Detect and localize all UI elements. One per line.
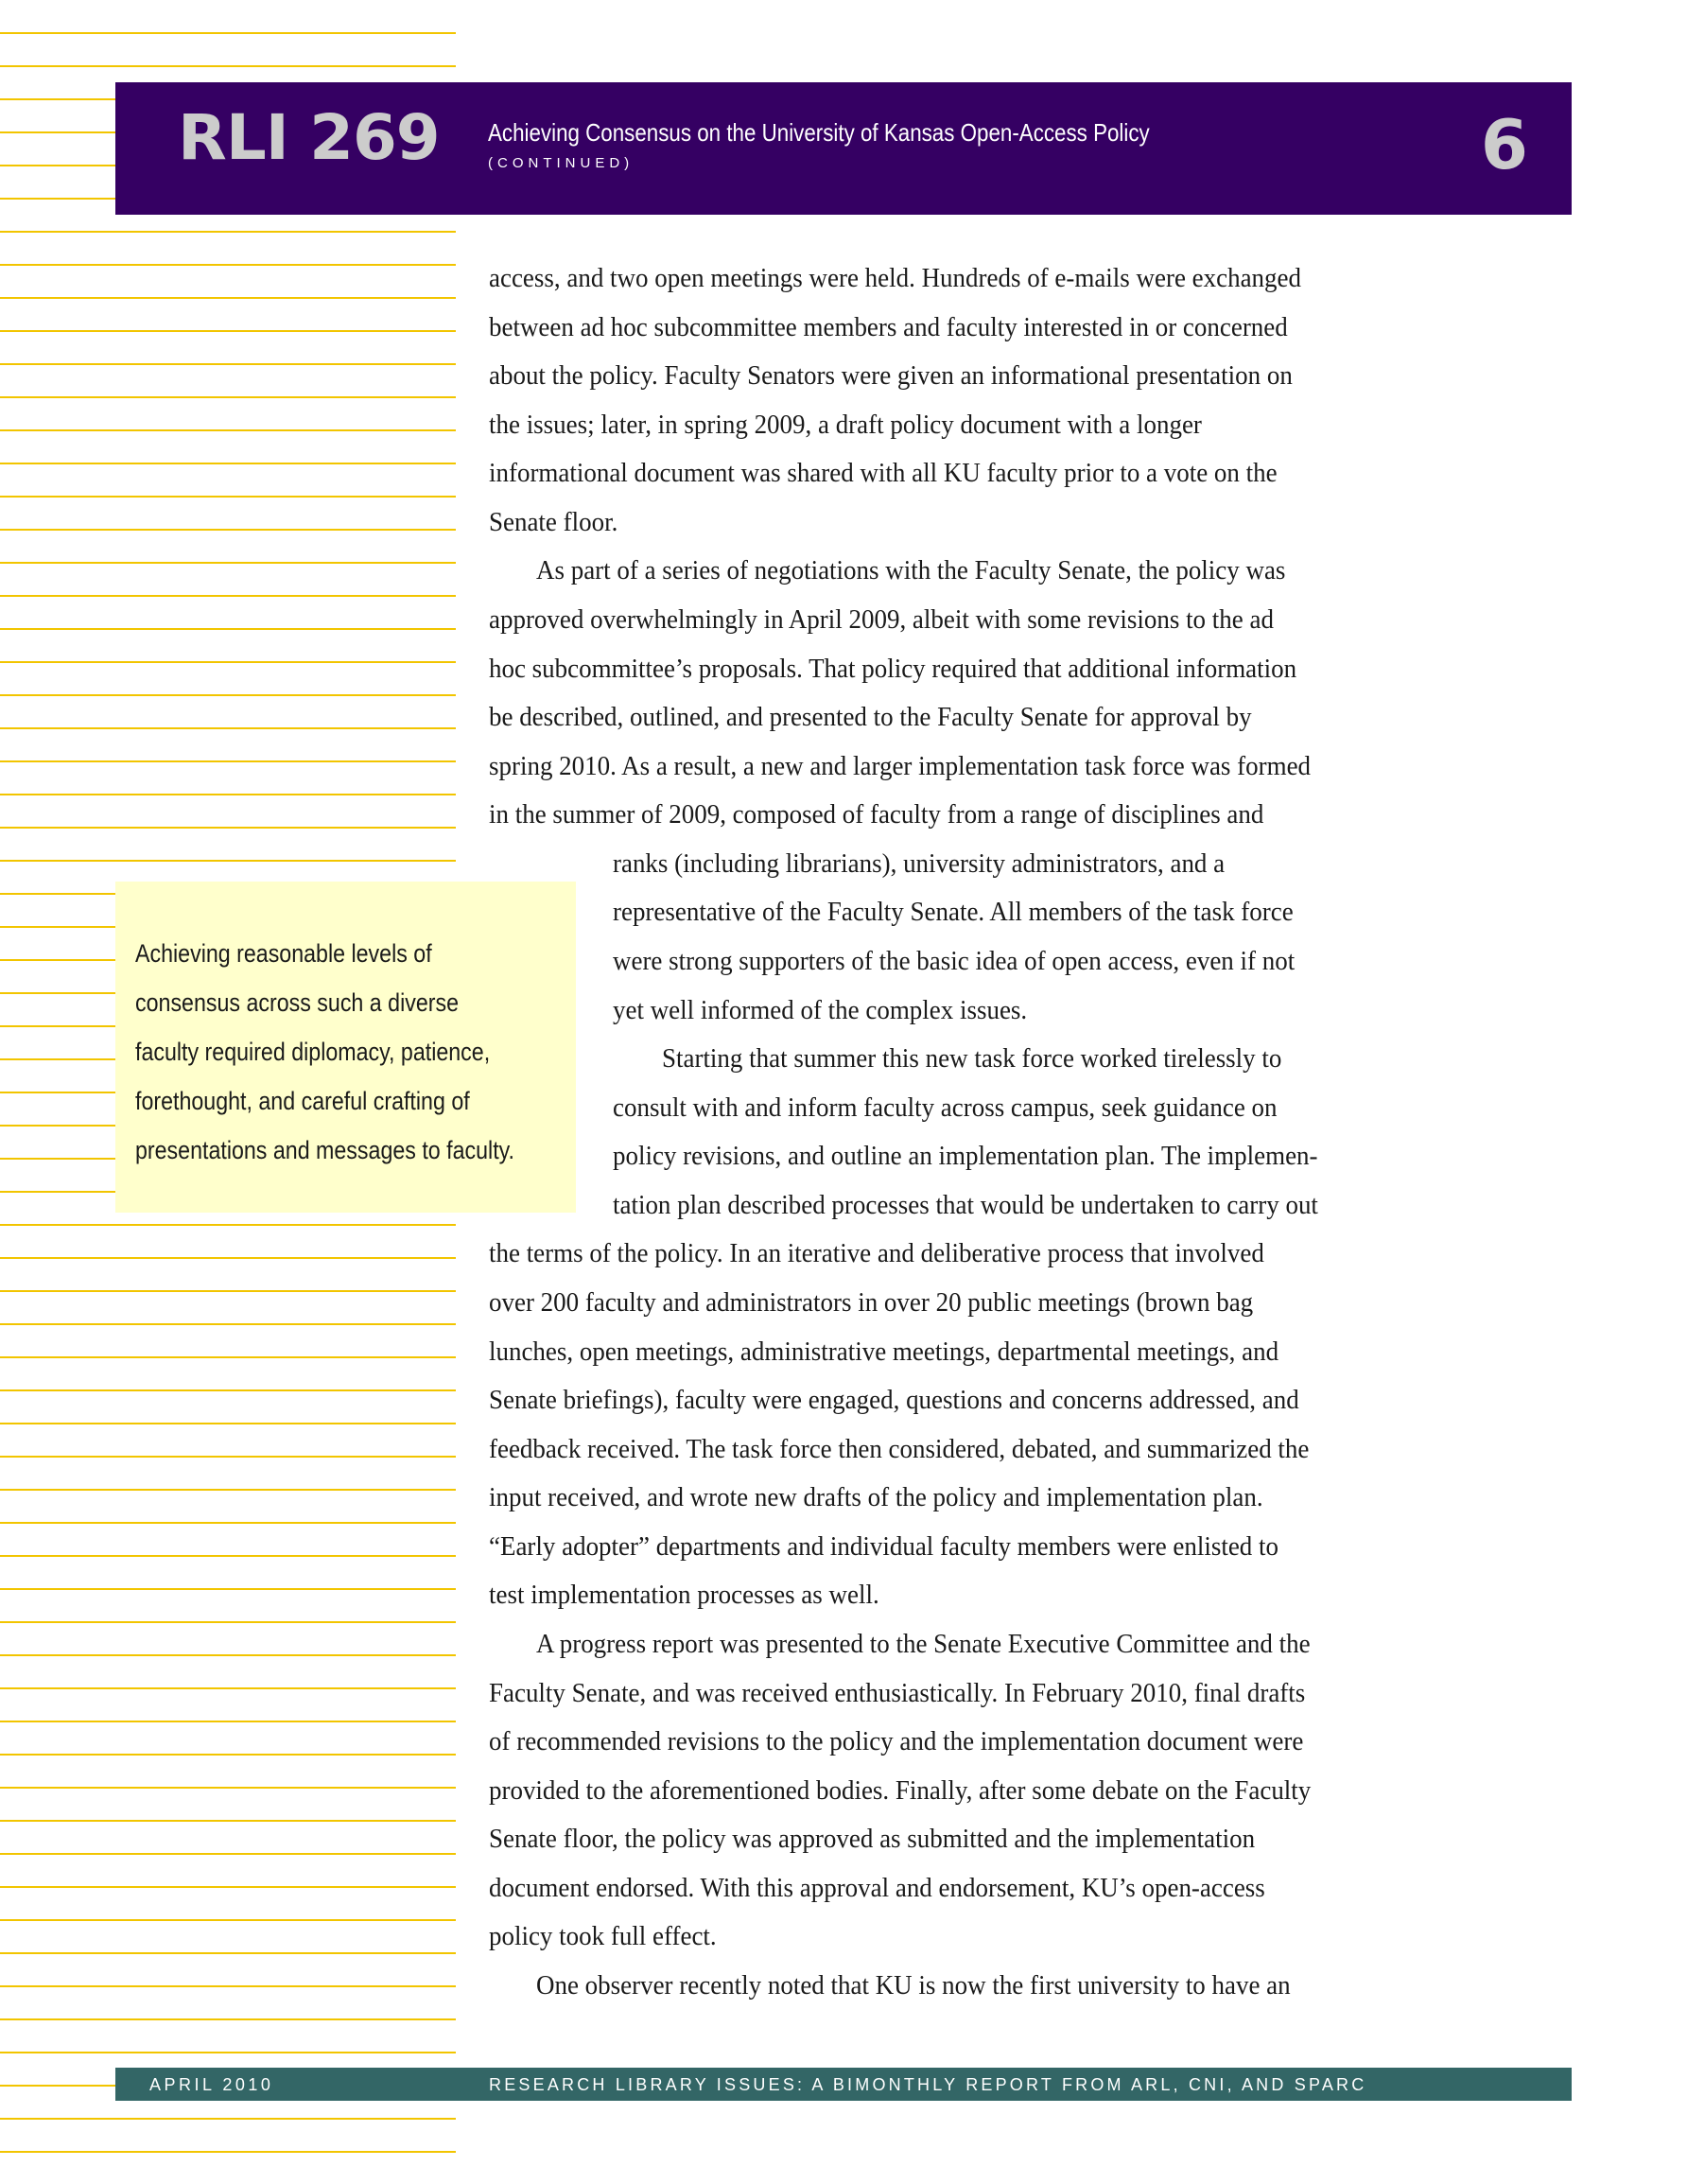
pull-quote-line: consensus across such a diverse — [135, 988, 460, 1017]
body-text-line: in the summer of 2009, composed of faculty from a range of disciplines and — [489, 799, 1264, 830]
pull-quote-line: Achieving reasonable levels of — [135, 939, 432, 968]
body-text-line: of recommended revisions to the policy and the implementation document were — [489, 1726, 1304, 1757]
body-text-line: hoc subcommittee’s proposals. That policy required that additional information — [489, 653, 1297, 684]
body-text-line: One observer recently noted that KU is now the first university to have an — [536, 1969, 1291, 2001]
body-text-line: policy revisions, and outline an implementation plan. The implemen- — [613, 1141, 1318, 1172]
body-text-line: As part of a series of negotiations with the Faculty Senate, the policy was — [536, 555, 1286, 586]
pull-quote-line: forethought, and careful crafting of — [135, 1087, 470, 1115]
body-text-line: access, and two open meetings were held. Hundreds of e-mails were exchanged — [489, 263, 1301, 293]
body-text-line: over 200 faculty and administrators in over 20 public meetings (brown bag — [489, 1286, 1254, 1318]
body-text-line: yet well informed of the complex issues. — [613, 994, 1028, 1025]
body-text-line: policy took full effect. — [489, 1921, 717, 1952]
body-text-line: Faculty Senate, and was received enthusiastically. In February 2010, final drafts — [489, 1677, 1306, 1708]
body-text-line: provided to the aforementioned bodies. Finally, after some debate on the Faculty — [489, 1774, 1312, 1806]
body-text-line: the issues; later, in spring 2009, a draft policy document with a longer — [489, 409, 1202, 440]
issue-number: RLI 269 — [178, 101, 440, 174]
body-text-line: tation plan described processes that would be undertaken to carry out — [613, 1189, 1318, 1220]
pull-quote-line: faculty required diplomacy, patience, — [135, 1038, 491, 1066]
issue-date: APRIL 2010 — [149, 2075, 274, 2094]
body-text-line: lunches, open meetings, administrative meetings, departmental meetings, and — [489, 1336, 1279, 1367]
body-text-line: between ad hoc subcommittee members and faculty interested in or concerned — [489, 311, 1288, 342]
body-text-line: Senate floor, the policy was approved as submitted and the implementation — [489, 1824, 1256, 1855]
body-text-line: A progress report was presented to the Senate Executive Committee and the — [536, 1628, 1311, 1659]
article-title: Achieving Consensus on the University of Kansas Open-Access Policy — [488, 118, 1150, 147]
body-text-line: consult with and inform faculty across campus, seek guidance on — [613, 1092, 1278, 1123]
body-text-line: the terms of the policy. In an iterative and deliberative process that involved — [489, 1238, 1264, 1269]
body-text-line: spring 2010. As a result, a new and larger implementation task force was formed — [489, 750, 1312, 781]
body-text-line: test implementation processes as well. — [489, 1580, 879, 1611]
body-text-line: representative of the Faculty Senate. All members of the task force — [613, 897, 1294, 928]
pull-quote-line: presentations and messages to faculty. — [135, 1136, 514, 1164]
body-text-line: document endorsed. With this approval and endorsement, KU’s open-access — [489, 1872, 1265, 1903]
body-text-line: Starting that summer this new task force worked tirelessly to — [662, 1043, 1282, 1075]
body-text-line: ranks (including librarians), university administrators, and a — [613, 847, 1226, 879]
page-number: 6 — [1480, 105, 1528, 184]
body-text-line: approved overwhelmingly in April 2009, albeit with some revisions to the ad — [489, 603, 1274, 635]
body-text-line: input received, and wrote new drafts of the policy and implementation plan. — [489, 1482, 1263, 1513]
body-text-line: “Early adopter” departments and individual faculty members were enlisted to — [489, 1530, 1279, 1562]
page-footer — [115, 2068, 1572, 2101]
body-text-line: be described, outlined, and presented to the Faculty Senate for approval by — [489, 702, 1252, 733]
body-text-line: Senate briefings), faculty were engaged, questions and concerns addressed, and — [489, 1385, 1299, 1416]
body-text-line: Senate floor. — [489, 506, 618, 537]
body-text-line: informational document was shared with all KU faculty prior to a vote on the — [489, 458, 1278, 489]
body-text-line: about the policy. Faculty Senators were given an informational presentation on — [489, 360, 1293, 392]
publication-name: RESEARCH LIBRARY ISSUES: A BIMONTHLY REPORT FROM ARL, CNI, AND SPARC — [489, 2075, 1367, 2094]
body-text-line: feedback received. The task force then considered, debated, and summarized the — [489, 1433, 1310, 1464]
continued-label: (CONTINUED) — [488, 155, 635, 171]
body-text-line: were strong supporters of the basic idea of open access, even if not — [613, 945, 1296, 976]
